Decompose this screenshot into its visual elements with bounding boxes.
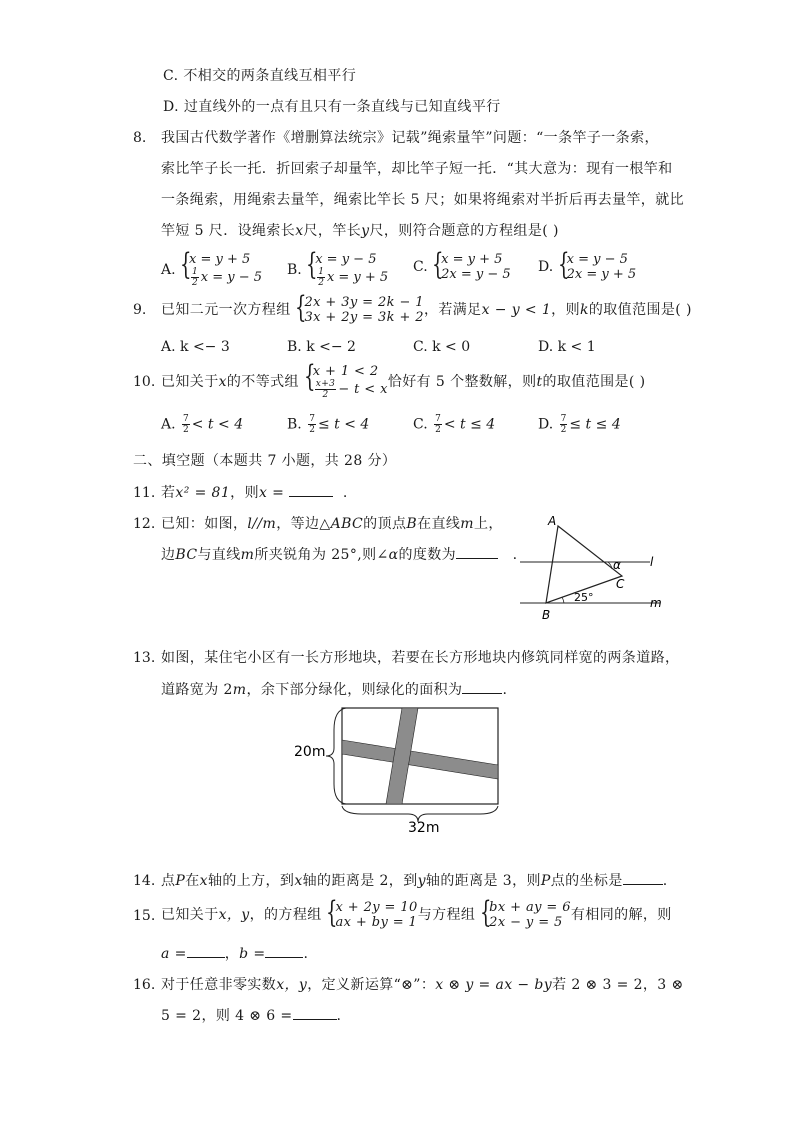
q15-answers: a = ，b = .: [161, 946, 309, 962]
q14-answer-blank[interactable]: [623, 871, 663, 885]
q10-option-b: B. $\frac{7}{2}$ ≤ t < 4: [287, 414, 370, 435]
angle-arc-25: [562, 597, 564, 603]
q8-option-c: C. { x = y + 5 2x = y − 5: [413, 247, 511, 282]
q15-answer-b-blank[interactable]: [265, 944, 303, 958]
label-a: A: [548, 514, 557, 528]
q12-number: 12.: [133, 516, 156, 532]
q10-number: 10.: [133, 374, 156, 390]
q14-stem: 点P在x轴的上方，到x轴的距离是 2，到y轴的距离是 3，则P点的坐标是 .: [161, 873, 668, 889]
q13-rectangle-figure: [290, 700, 510, 840]
q7-option-c: C. 不相交的两条直线互相平行: [163, 68, 357, 84]
q16-answer-blank[interactable]: [293, 1006, 337, 1020]
q8-option-b: B. { x = y − 5 $\frac{1}{2}$ x = y + 5: [287, 247, 389, 288]
q8-line3: 一条绳索，用绳索去量竿，绳索比竿长 5 尺；如果将绳索对半折后再去量竿，就比: [161, 192, 685, 208]
q15-answer-a-blank[interactable]: [187, 944, 225, 958]
q9-stem: 已知二元一次方程组 { 2x + 3y = 2k − 1 3x + 2y = 3k + 2 ，若满足x − y < 1，则k的取值范围是( ): [161, 290, 692, 325]
q8-option-d: D. { x = y − 5 2x = y + 5: [538, 247, 637, 282]
label-c: C: [616, 577, 625, 591]
q13-line2: 道路宽为 2m，余下部分绿化，则绿化的面积为 .: [161, 682, 508, 698]
q16-line2: 5 = 2，则 4 ⊗ 6 = .: [161, 1008, 342, 1024]
label-b: B: [542, 608, 551, 622]
q12-line1: 已知：如图，l//m，等边△ABC的顶点B在直线m上，: [161, 516, 503, 532]
q13-line1: 如图，某住宅小区有一长方形地块，若要在长方形地块内修筑同样宽的两条道路，: [161, 650, 680, 666]
q16-number: 16.: [133, 977, 156, 993]
q12-triangle-figure: [512, 512, 672, 626]
q8-line2: 索比竿子长一托．折回索子却量竿，却比竿子短一托．“其大意为：现有一根竿和: [161, 161, 673, 177]
section-heading: 二、填空题（本题共 7 小题，共 28 分）: [133, 453, 397, 469]
q9-option-a: A. k <− 3: [161, 339, 230, 355]
label-alpha: α: [613, 558, 621, 572]
q14-number: 14.: [133, 873, 156, 889]
q10-option-a: A. $\frac{7}{2}$ < t < 4: [161, 414, 244, 435]
q8-line1: 我国古代数学著作《增删算法统宗》记载”绳索量竿”问题：“一条竿子一条索，: [161, 130, 659, 146]
q9-number: 9.: [133, 302, 147, 318]
q11-answer-blank[interactable]: [289, 483, 333, 497]
label-25-degrees: 25°: [574, 591, 594, 604]
label-20m: 20m: [294, 744, 326, 760]
q13-number: 13.: [133, 650, 156, 666]
label-32m: 32m: [408, 820, 440, 836]
q8-number: 8.: [133, 130, 147, 146]
q9-option-b: B. k <− 2: [287, 339, 356, 355]
q13-answer-blank[interactable]: [462, 680, 502, 694]
q15-stem: 已知关于x，y，的方程组 { x + 2y = 10 ax + by = 1 与方程组 { bx + ay = 6 2x − y = 5 有相同的解，则: [161, 895, 672, 930]
q7-option-d: D. 过直线外的一点有且只有一条直线与已知直线平行: [163, 99, 501, 115]
q12-answer-blank[interactable]: [456, 545, 498, 559]
q10-stem: 已知关于x的不等式组 { x + 1 < 2 $\frac{x+3}{2}$ − t < x 恰好有 5 个整数解，则t的取值范围是( ): [161, 359, 646, 400]
label-m: m: [650, 596, 662, 610]
q12-line2: 边BC与直线m所夹锐角为 25°,则∠α的度数为 .: [161, 547, 518, 563]
q8-option-a: A. { x = y + 5 $\frac{1}{2}$ x = y − 5: [161, 247, 263, 288]
q9-option-c: C. k < 0: [413, 339, 471, 355]
q16-line1: 对于任意非零实数x，y，定义新运算“⊗”：x ⊗ y = ax − by若 2 ⊗ 3 = 2，3 ⊗: [161, 977, 684, 993]
q10-option-c: C. $\frac{7}{2}$ < t ≤ 4: [413, 414, 496, 435]
label-l: l: [650, 555, 654, 569]
q15-number: 15.: [133, 908, 156, 924]
q11-stem: 若x² = 81，则x = .: [161, 485, 348, 501]
q11-number: 11.: [133, 485, 156, 501]
q8-line4: 竿短 5 尺．设绳索长x尺，竿长y尺，则符合题意的方程组是( ): [161, 223, 559, 239]
q10-option-d: D. $\frac{7}{2}$ ≤ t ≤ 4: [538, 414, 621, 435]
q9-option-d: D. k < 1: [538, 339, 596, 355]
